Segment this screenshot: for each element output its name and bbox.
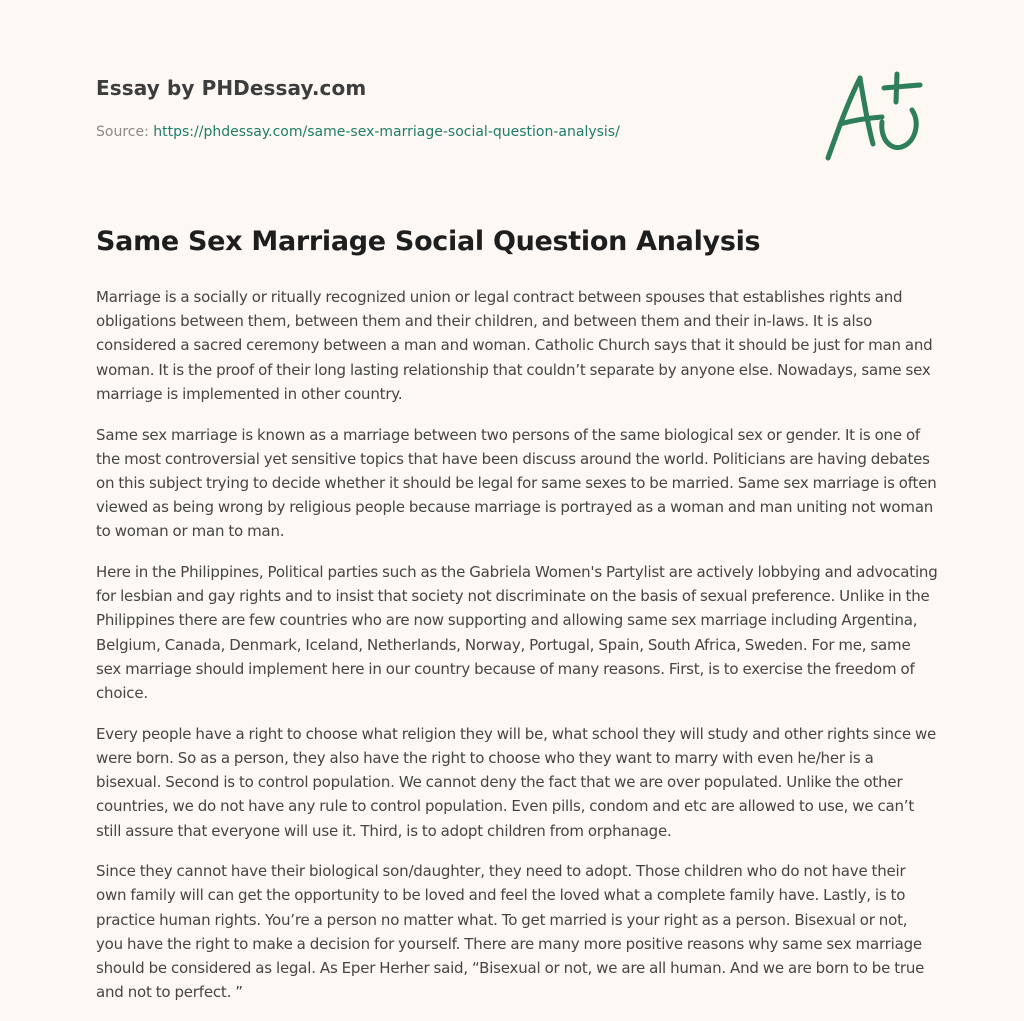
- essay-paragraph: Here in the Philippines, Political parties such as the Gabriela Women's Partylist are actively lobbying and advocating for lesbian and gay rights and to insist that society not discriminate on the basis of sexual preference. Unlike in the Philippines there are few countries who are now supporting and allowing same sex marriage including Argentina, Belgium, Canada, Denmark, Iceland, Netherlands, Norway, Portugal, Spain, South Africa, Sweden. For me, same sex marriage should implement here in our country because of many reasons. First, is to exercise the freedom of choice.: [96, 563, 938, 703]
- source-line: [96, 124, 620, 140]
- essay-paragraph: Same sex marriage is known as a marriage between two persons of the same biological sex or gender. It is one of the most controversial yet sensitive topics that have been discuss around the world. Politicians are having debates on this subject trying to decide whether it should be legal for same sexes to be married. Same sex marriage is often viewed as being wrong by religious people because marriage is portrayed as a woman and man uniting not woman to woman or man to man.: [96, 425, 937, 541]
- essay-paragraph: Since they cannot have their biological son/daughter, they need to adopt. Those children who do not have their own family will can get the opportunity to be loved and feel the loved what a complete family have. Lastly, is to practice human rights. You’re a person no matter what. To get married is your right as a person. Bisexual or not, you have the right to make a decision for yourself. There are many more positive reasons why same sex marriage should be considered as legal. As Eper Herher said, “Bisexual or not, we are all human. And we are born to be true and not to perfect. ”: [96, 862, 925, 1002]
- source-link[interactable]: https://phdessay.com/same-sex-marriage-social-question-analysis/: [153, 124, 620, 140]
- brand-title: Essay by PHDessay.com: [96, 76, 367, 100]
- page-header: [96, 76, 928, 140]
- essay-paragraph: Every people have a right to choose what religion they will be, what school they will study and other rights since we were born. So as a person, they also have the right to choose who they want to marry with even he/her is a bisexual. Second is to control population. We cannot deny the fact that we are over populated. Unlike the other countries, we do not have any rule to control population. Even pills, condom and etc are allowed to use, we can’t still assure that everyone will use it. Third, is to adopt children from orphanage.: [96, 724, 937, 840]
- essay-title: Same Sex Marriage Social Question Analysis: [96, 226, 761, 257]
- essay-paragraph: Marriage is a socially or ritually recognized union or legal contract between spouses that establishes rights and obligations between them, between them and their children, and between them and their in-laws. It is also considered a sacred ceremony between a man and woman. Catholic Church says that it should be just for man and woman. It is the proof of their long lasting relationship that couldn’t separate by anyone else. Nowadays, same sex marriage is implemented in other country.: [96, 288, 933, 403]
- source-label: Source:: [96, 124, 149, 140]
- a-plus-logo-icon: [820, 66, 930, 166]
- essay-body: [96, 285, 938, 1021]
